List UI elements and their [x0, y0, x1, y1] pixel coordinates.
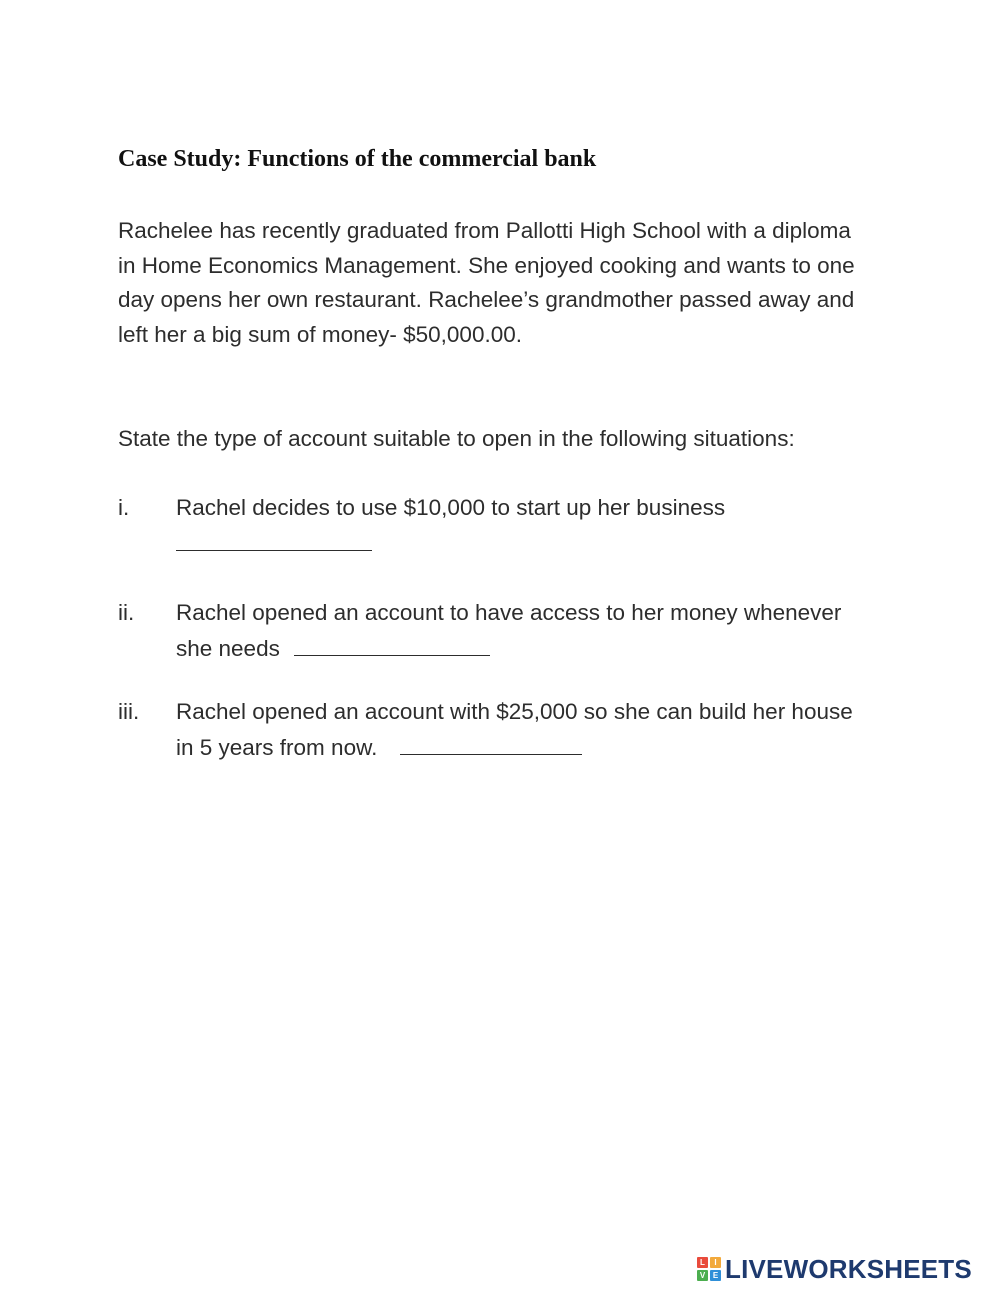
question-text-continued: she needs [176, 635, 280, 661]
paragraph-line: day opens her own restaurant. Rachelee’s grandmother passed away and [118, 287, 855, 312]
question-text: Rachel opened an account with $25,000 so she can build her house [176, 699, 853, 724]
logo-text: LIVEWORKSHEETS [725, 1253, 972, 1284]
logo-block: E [710, 1270, 721, 1281]
question-number: iii. [118, 699, 140, 724]
question-text: Rachel decides to use $10,000 to start up her business [176, 495, 726, 520]
question-body [176, 695, 916, 765]
paragraph-line: left her a big sum of money- $50,000.00. [118, 321, 522, 347]
case-study-paragraph [118, 214, 908, 352]
question-body [176, 596, 916, 666]
answer-blank-2[interactable] [294, 631, 490, 656]
paragraph-line: Rachelee has recently graduated from Pallotti High School with a diploma [118, 218, 851, 243]
paragraph-line: in Home Economics Management. She enjoyed cooking and wants to one [118, 252, 855, 278]
question-body [176, 491, 916, 561]
logo-block: V [697, 1270, 708, 1281]
question-number: i. [118, 495, 130, 520]
logo-blocks-icon [697, 1257, 721, 1281]
logo-block: I [710, 1257, 721, 1268]
answer-blank-3[interactable] [400, 730, 582, 755]
liveworksheets-logo [697, 1255, 972, 1283]
instruction-text: State the type of account suitable to open in the following situations: [118, 426, 795, 451]
question-text: Rachel opened an account to have access to her money whenever [176, 600, 842, 625]
logo-block: L [697, 1257, 708, 1268]
question-answer-line [176, 631, 916, 667]
worksheet-title: Case Study: Functions of the commercial bank [118, 146, 597, 172]
question-answer-line [176, 526, 916, 562]
question-answer-line [176, 730, 916, 766]
question-number: ii. [118, 600, 135, 625]
question-text-continued: in 5 years from now. [176, 734, 378, 760]
answer-blank-1[interactable] [176, 526, 372, 551]
